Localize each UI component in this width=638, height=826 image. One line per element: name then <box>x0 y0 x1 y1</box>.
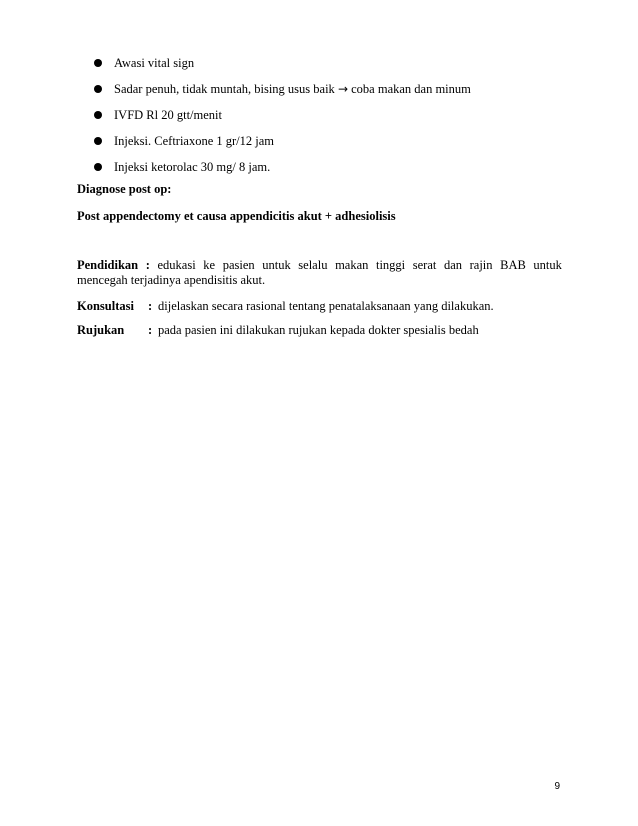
pendidikan-second-line: mencegah terjadinya apendisitis akut. <box>77 273 266 287</box>
konsultasi-text: dijelaskan secara rasional tentang penatalaksanaan yang dilakukan. <box>158 299 494 313</box>
word: edukasi <box>157 258 196 272</box>
word: pasien <box>222 258 255 272</box>
konsultasi-label: Konsultasi <box>77 299 134 313</box>
bullet-icon <box>94 137 102 145</box>
word: untuk <box>533 258 562 272</box>
word: dan <box>443 258 463 272</box>
list-item-text-continued: coba makan dan minum <box>348 82 471 96</box>
bullet-icon <box>94 59 102 67</box>
pendidikan-first-line <box>77 258 562 273</box>
konsultasi-separator: : <box>148 299 153 313</box>
bullet-icon <box>94 85 102 93</box>
bullet-icon <box>94 111 102 119</box>
word: rajin <box>469 258 493 272</box>
word: ke <box>203 258 216 272</box>
right-arrow-icon: → <box>337 82 348 96</box>
rujukan-text: pada pasien ini dilakukan rujukan kepada dokter spesialis bedah <box>158 323 479 337</box>
diagnosis-heading: Diagnose post op: <box>77 182 172 196</box>
word: serat <box>412 258 437 272</box>
rujukan-separator: : <box>148 323 153 337</box>
list-item-text: IVFD Rl 20 gtt/menit <box>114 108 222 122</box>
page-number: 9 <box>554 781 560 792</box>
word: selalu <box>298 258 328 272</box>
rujukan-label: Rujukan <box>77 323 125 337</box>
pendidikan-label: Pendidikan <box>77 258 139 272</box>
word: BAB <box>500 258 526 272</box>
list-item-text-group <box>114 76 471 102</box>
diagnosis-text: Post appendectomy et causa appendicitis akut + adhesiolisis <box>77 209 396 223</box>
word: makan <box>335 258 369 272</box>
list-item-text: Injeksi ketorolac 30 mg/ 8 jam. <box>114 160 271 174</box>
pendidikan-separator: : <box>145 258 150 272</box>
list-item-text: Awasi vital sign <box>114 56 195 70</box>
list-item-text: Sadar penuh, tidak muntah, bising usus baik <box>114 82 335 96</box>
list-item-text: Injeksi. Ceftriaxone 1 gr/12 jam <box>114 134 275 148</box>
word: tinggi <box>375 258 406 272</box>
pendidikan-section <box>77 258 562 288</box>
word: untuk <box>262 258 291 272</box>
bullet-icon <box>94 163 102 171</box>
